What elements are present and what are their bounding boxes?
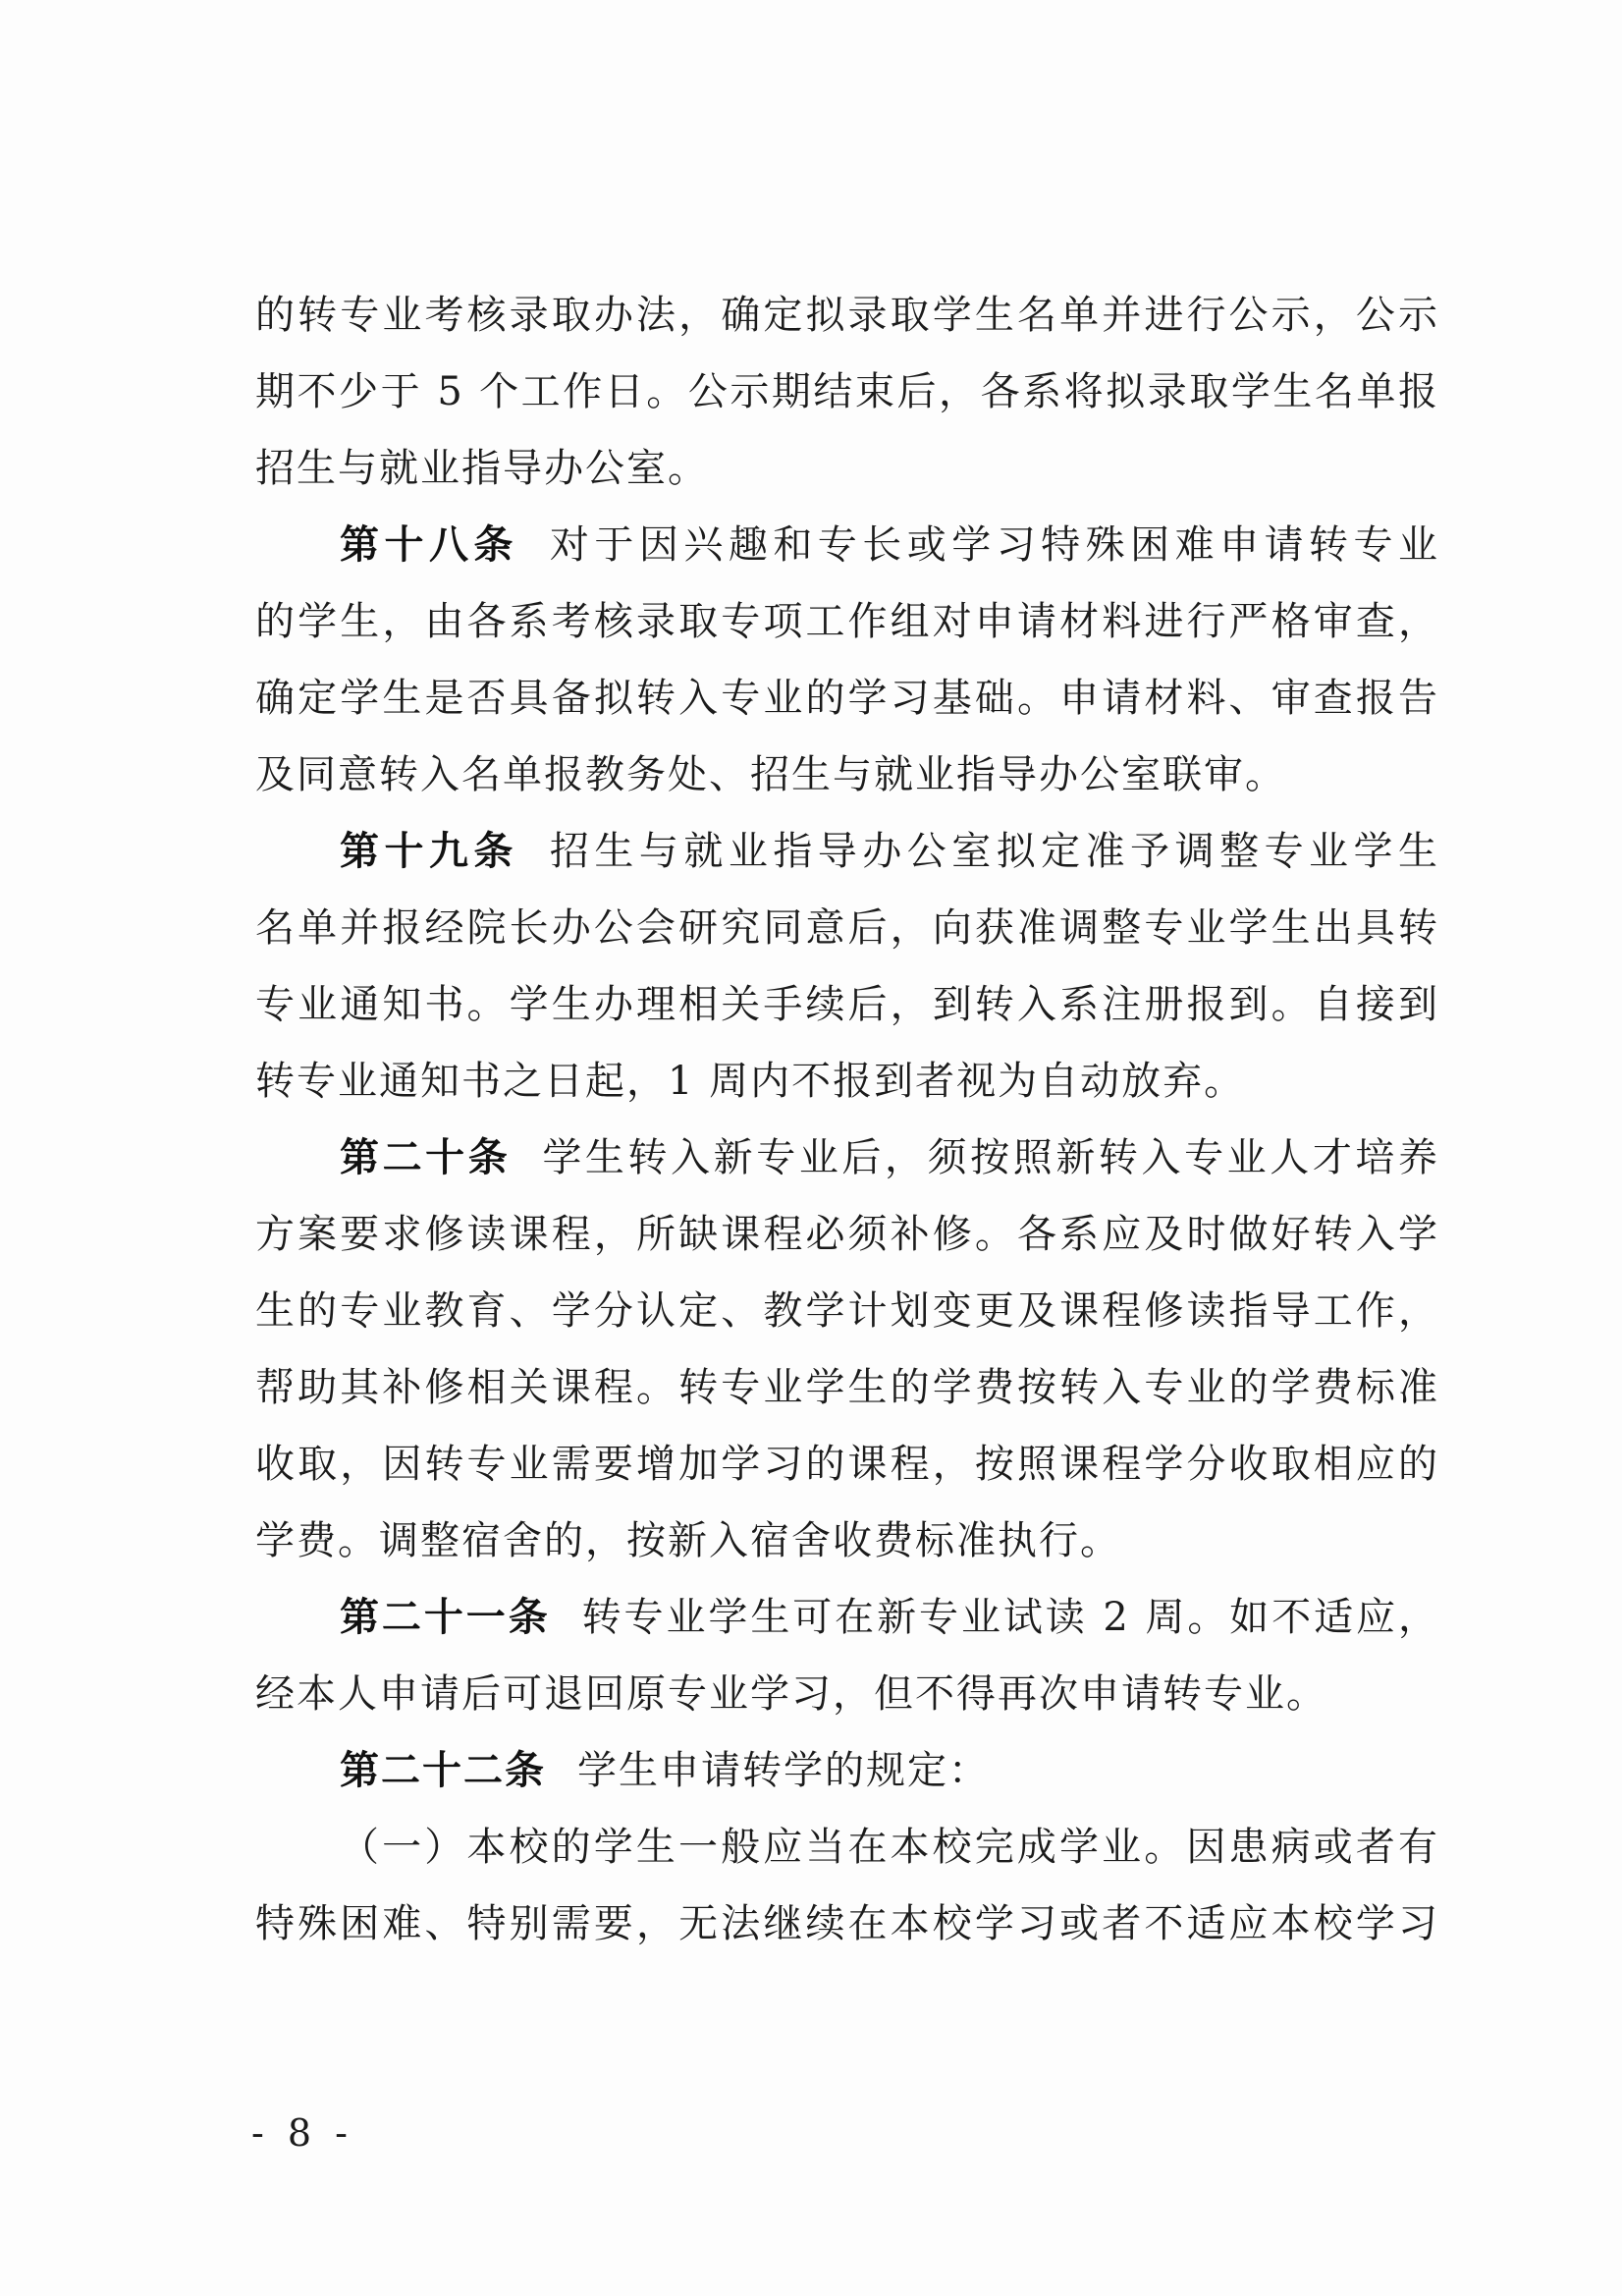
document-body (255, 277, 1439, 1962)
article-18-paragraph (255, 507, 1439, 813)
article-21-paragraph (255, 1579, 1439, 1732)
text-line: 特殊困难、特别需要，无法继续在本校学习或者不适应本校学习 (255, 1901, 1439, 1946)
text-line: 收取，因转专业需要增加学习的课程，按照课程学分收取相应的 (255, 1442, 1439, 1487)
text-line: 的转专业考核录取办法，确定拟录取学生名单并进行公示，公示 (255, 293, 1439, 338)
text-line: 的学生，由各系考核录取专项工作组对申请材料进行严格审查， (255, 599, 1439, 644)
text-line-content: 转专业学生可在新专业试读 2 周。如不适应， (581, 1595, 1439, 1640)
text-line: 招生与就业指导办公室。 (255, 446, 709, 491)
text-line: 转专业通知书之日起，1 周内不报到者视为自动放弃。 (255, 1059, 1246, 1104)
text-line (255, 1579, 1439, 1656)
text-line: 名单并报经院长办公会研究同意后，向获准调整专业学生出具转 (255, 905, 1439, 951)
text-line-content: 学生转入新专业后，须按照新转入专业人才培养 (542, 1135, 1439, 1180)
article-heading: 第十八条 (340, 522, 518, 568)
text-line (255, 1732, 1439, 1809)
article-20-paragraph (255, 1120, 1439, 1579)
text-line (255, 813, 1439, 890)
text-line: 生的专业教育、学分认定、教学计划变更及课程修读指导工作， (255, 1288, 1439, 1334)
text-line: 专业通知书。学生办理相关手续后，到转入系注册报到。自接到 (255, 982, 1439, 1027)
text-line (255, 1120, 1439, 1196)
text-line: 确定学生是否具备拟转入专业的学习基础。申请材料、审查报告 (255, 676, 1439, 721)
text-line-content: 学生申请转学的规定： (577, 1748, 990, 1793)
text-line-content: 招生与就业指导办公室拟定准予调整专业学生 (549, 829, 1439, 874)
text-line: 方案要求修读课程，所缺课程必须补修。各系应及时做好转入学 (255, 1212, 1439, 1257)
text-line: 学费。调整宿舍的，按新入宿舍收费标准执行。 (255, 1518, 1121, 1563)
text-line-content: 对于因兴趣和专长或学习特殊困难申请转专业 (549, 522, 1439, 568)
text-line: 经本人申请后可退回原专业学习，但不得再次申请转专业。 (255, 1671, 1327, 1717)
page-number: - 8 - (251, 2111, 354, 2155)
text-line: （一）本校的学生一般应当在本校完成学业。因患病或者有 (340, 1825, 1439, 1870)
item-1-paragraph (255, 1809, 1439, 1962)
article-heading: 第二十二条 (340, 1748, 546, 1793)
article-19-paragraph (255, 813, 1439, 1120)
article-heading: 第二十一条 (340, 1595, 551, 1640)
text-line: 及同意转入名单报教务处、招生与就业指导办公室联审。 (255, 752, 1286, 797)
article-heading: 第十九条 (340, 829, 518, 874)
text-line: 期不少于 5 个工作日。公示期结束后，各系将拟录取学生名单报 (255, 369, 1439, 414)
text-line (255, 507, 1439, 583)
article-22-paragraph (255, 1732, 1439, 1809)
paragraph-continuation (255, 277, 1439, 507)
text-line: 帮助其补修相关课程。转专业学生的学费按转入专业的学费标准 (255, 1365, 1439, 1410)
article-heading: 第二十条 (340, 1135, 512, 1180)
